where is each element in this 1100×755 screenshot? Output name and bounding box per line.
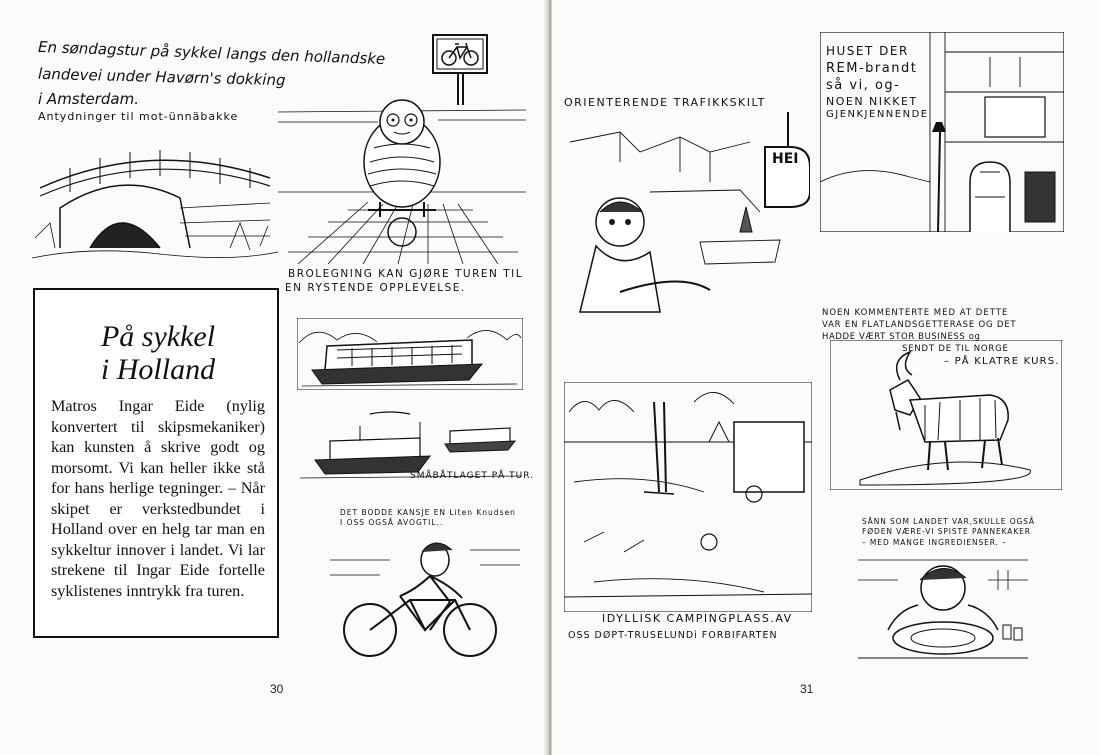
antydninger-caption: Antydninger til mot-ünnäbakke xyxy=(38,110,239,123)
page-number-right: 31 xyxy=(800,682,814,696)
small-boats-illustration xyxy=(300,396,522,482)
camping-caption-line1: IDYLLISK CAMPINGPLASS.AV xyxy=(602,612,793,625)
trafikkskilt-caption: ORIENTERENDE TRAFIKKSKILT xyxy=(564,96,766,109)
riverboat-illustration xyxy=(297,318,523,390)
huset-caption-line2: REM-brandt xyxy=(826,61,918,76)
traffic-sign-illustration xyxy=(560,112,810,320)
article-box xyxy=(33,288,279,638)
geit-caption-line4: SENDT DE TIL NORGE xyxy=(902,344,1009,354)
huset-caption-line3: så vi, og- xyxy=(826,78,901,93)
article-title-line1: På sykkel xyxy=(100,320,216,353)
camping-illustration xyxy=(564,382,812,612)
left-page xyxy=(0,0,548,755)
cobblestone-cyclist-illustration xyxy=(278,92,526,264)
bridge-illustration xyxy=(30,128,280,260)
huset-caption-line1: HUSET DER xyxy=(826,44,909,58)
brolegning-caption-line2: EN RYSTENDE OPPLEVELSE. xyxy=(285,282,466,294)
article-title xyxy=(51,320,265,386)
handwritten-heading-line1: En søndagstur på sykkel langs den hollandske xyxy=(37,37,386,69)
landet-caption-line2: FØDEN VÆRE-VI SPISTE PANNEKAKER xyxy=(862,527,1031,536)
handwritten-heading-line3: i Amsterdam. xyxy=(38,90,139,108)
article-body: Matros Ingar Eide (nylig konvertert til skipsmekaniker) kan kunsten å skrive godt og morsomt. Vi kan heller ikke stå for hans herlige tegninger. – Når skipet er verkstedbundet i Holland over en helg tar man en sykkeltur innover i landet. Vi lar strekene til Ingar Eide fortelle syklistenes inntrykk fra turen. xyxy=(51,397,265,600)
geit-caption-line2: VAR EN FLATLANDSGETTERASE OG DET xyxy=(822,320,1017,330)
geit-caption-line5: – PÅ KLATRE KURS. xyxy=(944,356,1060,367)
bodde-caption-line1: DET BODDE KANSJE EN Liten Knudsen xyxy=(340,508,516,517)
handwritten-heading-line2: landevei under Havørn's dokking xyxy=(37,64,286,90)
bodde-caption-line2: I OSS OGSÅ AVOGTIL.. xyxy=(340,518,444,527)
smabat-caption: SMÅBÅTLAGET PÅ TUR. xyxy=(410,471,535,481)
pancake-meal-illustration xyxy=(858,550,1028,662)
article-title-line2: i Holland xyxy=(100,353,216,386)
camping-caption-line2: OSS DØPT-TRUSELUNDi FORBIFARTEN xyxy=(568,630,778,641)
geit-caption-line3: HADDE VÆRT STOR BUSINESS og xyxy=(822,332,981,342)
huset-caption-line5: GJENKJENNENDE xyxy=(826,109,929,120)
sign-text: HEI xyxy=(772,151,799,167)
landet-caption-line3: – MED MANGE INGREDIENSER. – xyxy=(862,538,1007,547)
right-page xyxy=(552,0,1100,755)
page-number-left: 30 xyxy=(270,682,284,696)
landet-caption-line1: SÅNN SOM LANDET VAR,SKULLE OGSÅ xyxy=(862,517,1035,526)
geit-caption-line1: NOEN KOMMENTERTE MED AT DETTE xyxy=(822,308,1009,318)
huset-caption-line4: NOEN NIKKET xyxy=(826,95,918,108)
racing-cyclist-illustration xyxy=(330,530,520,660)
goat-illustration xyxy=(830,340,1062,490)
brolegning-caption-line1: BROLEGNING KAN GJØRE TUREN TIL xyxy=(288,268,524,280)
